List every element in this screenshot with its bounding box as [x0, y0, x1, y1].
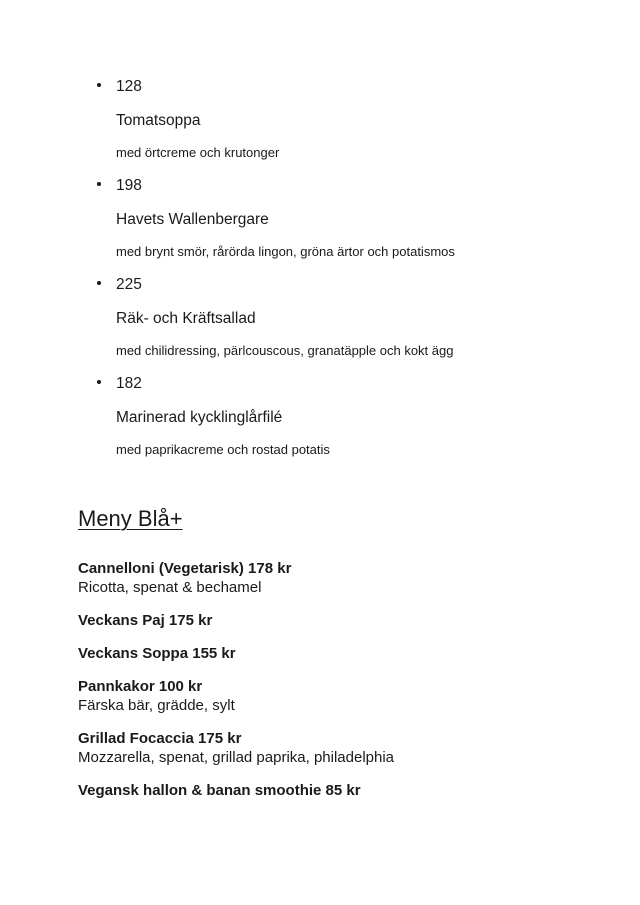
dish-item — [116, 372, 596, 471]
bullet-icon — [97, 380, 101, 384]
blue-menu-item-title: Vegansk hallon & banan smoothie 85 kr — [78, 782, 361, 799]
blue-menu-item-title: Cannelloni (Vegetarisk) 178 kr — [78, 560, 292, 577]
dish-price: 182 — [116, 375, 142, 392]
blue-menu-item — [78, 677, 598, 715]
bullet-icon — [97, 83, 101, 87]
blue-menu-item-title: Veckans Soppa 155 kr — [78, 645, 236, 662]
blue-menu-item — [78, 559, 598, 597]
blue-menu-item — [78, 611, 598, 630]
dish-list — [116, 75, 596, 471]
blue-menu-item — [78, 644, 598, 663]
bullet-icon — [97, 182, 101, 186]
dish-name: Räk- och Kräftsallad — [116, 310, 256, 327]
dish-item — [116, 273, 596, 372]
blue-menu-item-title: Pannkakor 100 kr — [78, 678, 203, 695]
dish-description: med paprikacreme och rostad potatis — [116, 442, 330, 457]
dish-price: 198 — [116, 177, 142, 194]
blue-menu-item — [78, 781, 598, 800]
blue-menu-item-title: Grillad Focaccia 175 kr — [78, 730, 242, 747]
blue-menu-list — [78, 559, 598, 814]
dish-description: med brynt smör, rårörda lingon, gröna ärtor och potatismos — [116, 244, 455, 259]
bullet-icon — [97, 281, 101, 285]
dish-name: Havets Wallenbergare — [116, 211, 269, 228]
dish-name: Tomatsoppa — [116, 112, 201, 129]
dish-item — [116, 174, 596, 273]
blue-menu-item-subtitle: Mozzarella, spenat, grillad paprika, philadelphia — [78, 749, 395, 766]
blue-menu-item-subtitle: Ricotta, spenat & bechamel — [78, 579, 262, 596]
dish-description: med örtcreme och krutonger — [116, 145, 280, 160]
dish-price: 128 — [116, 78, 142, 95]
dish-item — [116, 75, 596, 174]
blue-menu-item — [78, 729, 598, 767]
section-heading: Meny Blå+ — [78, 506, 183, 531]
dish-price: 225 — [116, 276, 142, 293]
dish-name: Marinerad kycklinglårfilé — [116, 409, 283, 426]
dish-description: med chilidressing, pärlcouscous, granatäpple och kokt ägg — [116, 343, 454, 358]
blue-menu-item-subtitle: Färska bär, grädde, sylt — [78, 697, 235, 714]
blue-menu-item-title: Veckans Paj 175 kr — [78, 612, 213, 629]
